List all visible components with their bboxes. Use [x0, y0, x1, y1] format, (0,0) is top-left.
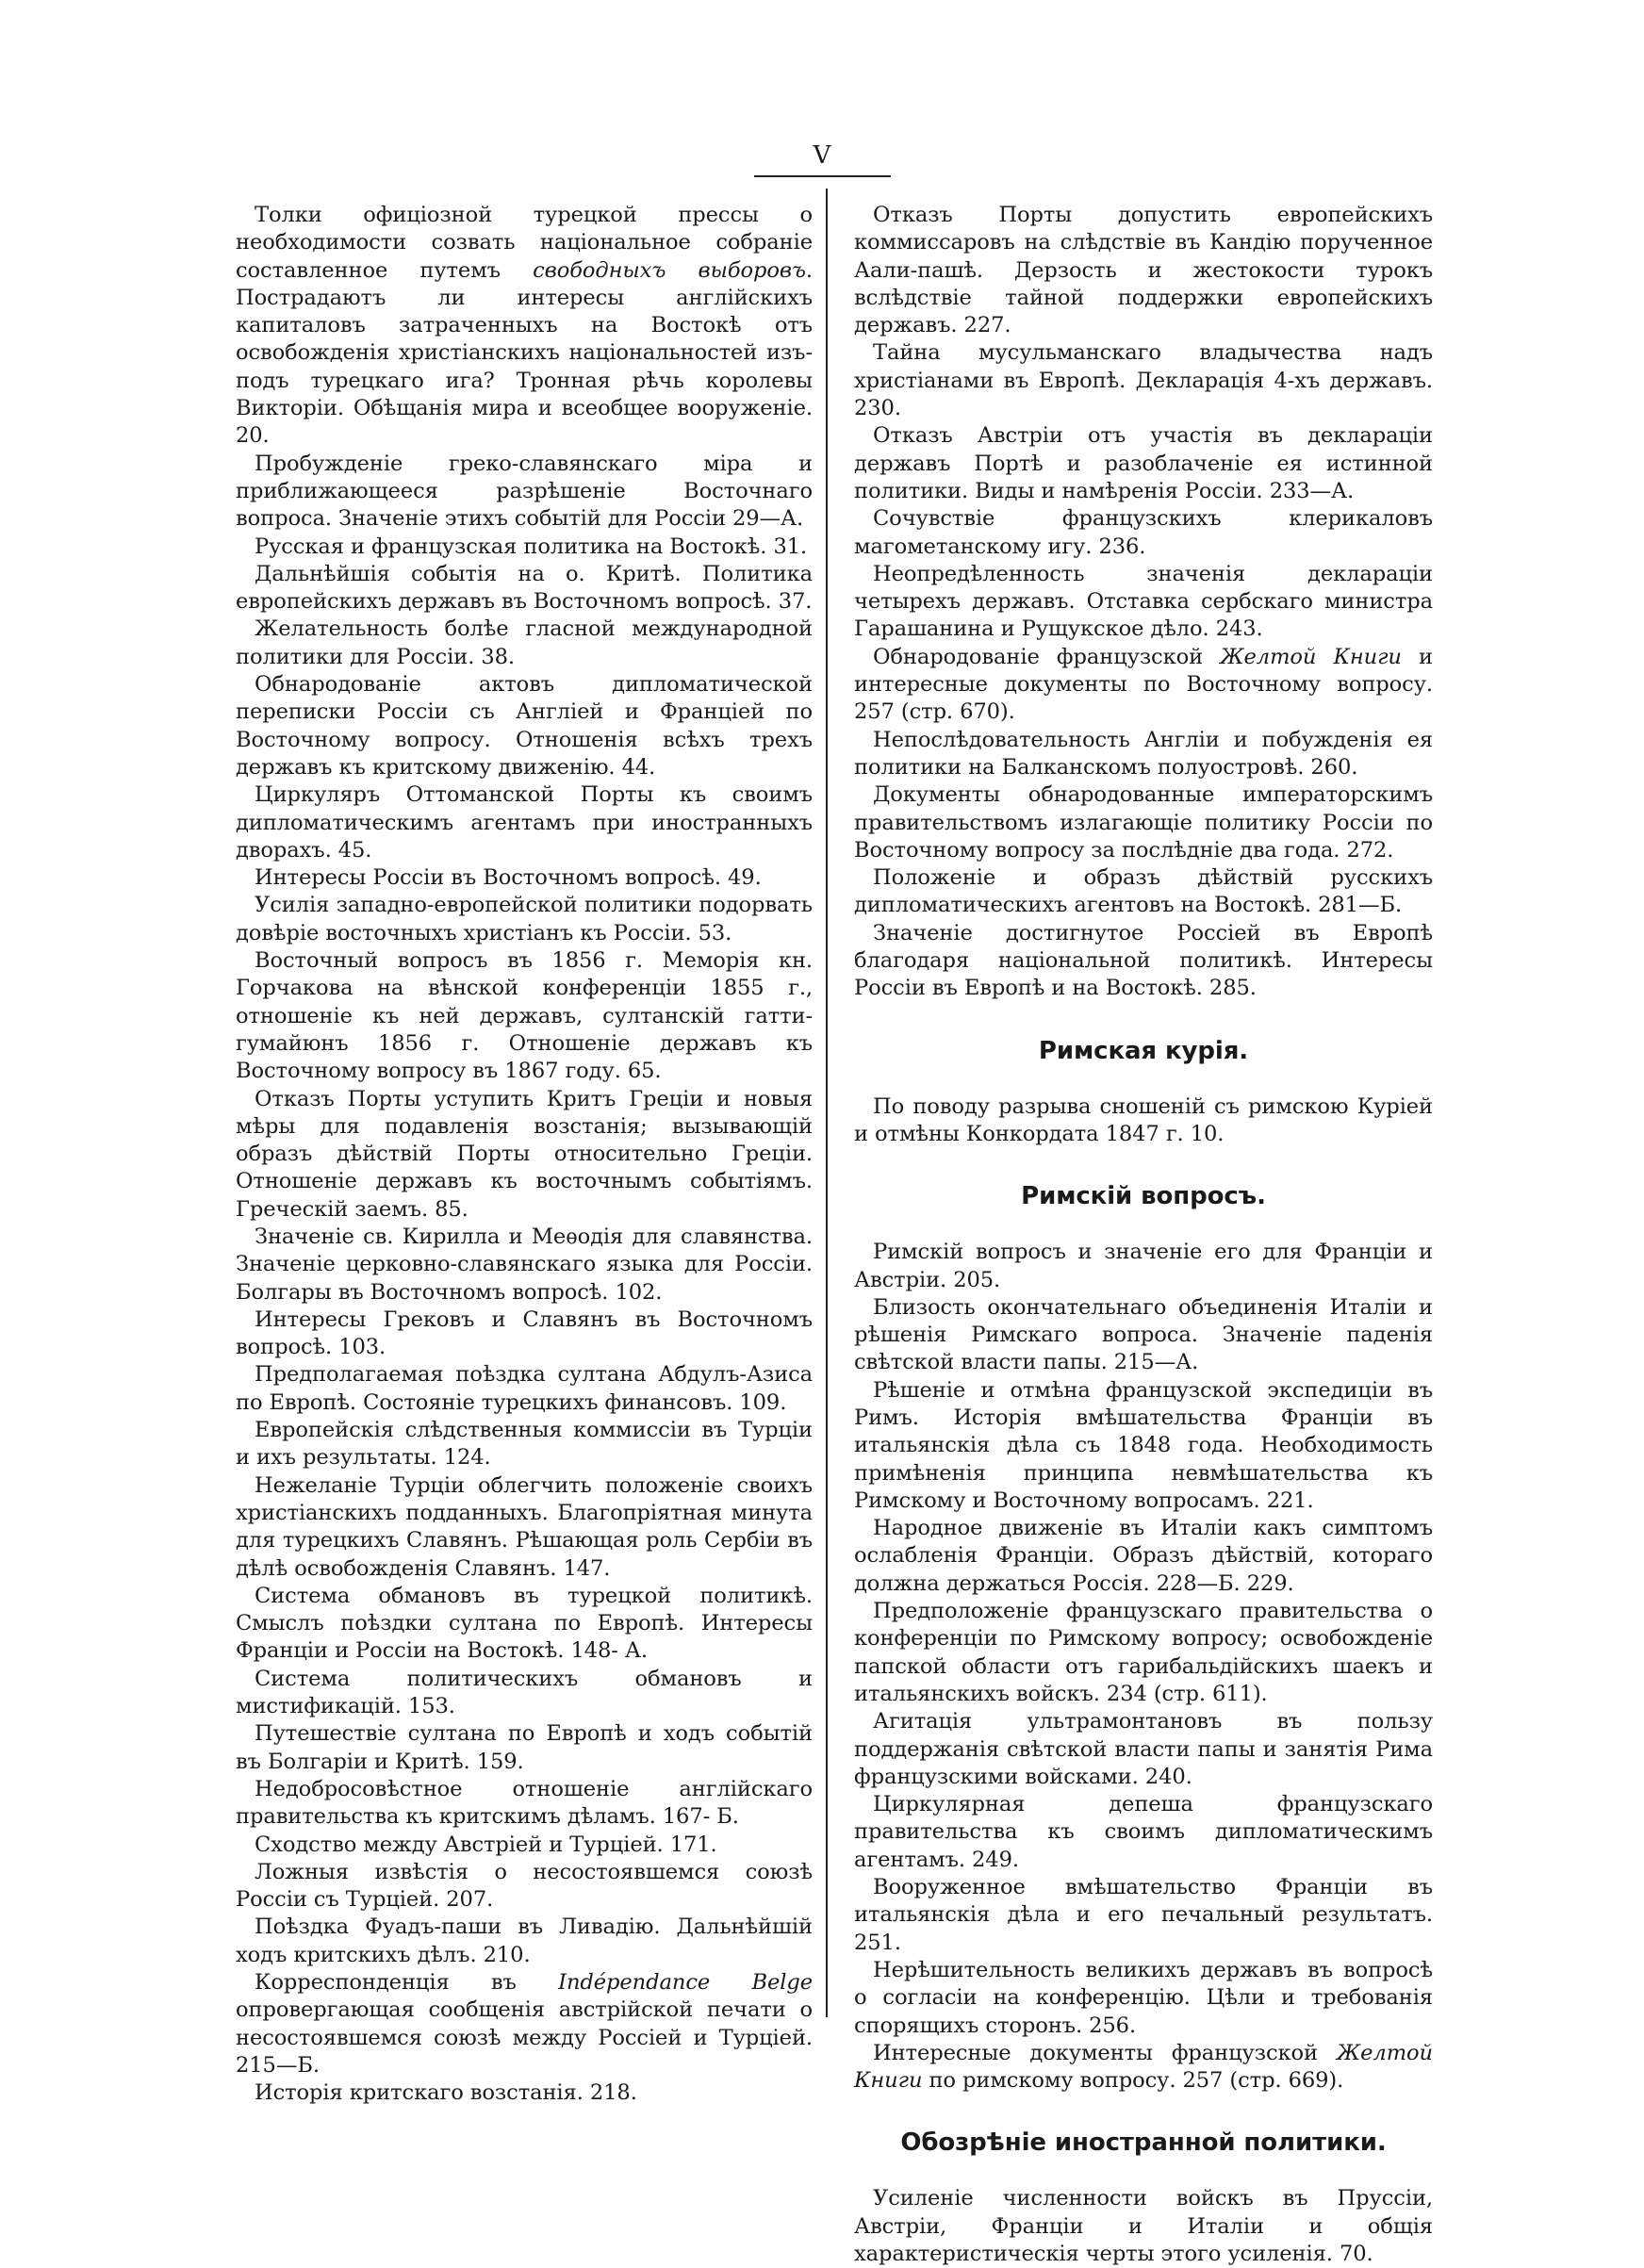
index-entry: Интересы Грековъ и Славянъ въ Восточномъ вопросѣ. 103.	[236, 1307, 813, 1360]
index-entry: Интересные документы французской Желтой Книги по римскому вопросу. 257 (стр. 669).	[854, 2040, 1433, 2094]
roman-question-entries	[854, 1239, 1433, 2095]
index-entry: Дальнѣйшія событія на о. Критѣ. Политика европейскихъ державъ въ Восточномъ вопросѣ. 37.	[236, 561, 813, 615]
right-column	[854, 202, 1433, 2268]
page-number-rule	[754, 175, 891, 177]
index-entry: Неопредѣленность значенія деклараціи четырехъ державъ. Отставка сербскаго министра Гарашанина и Рущукское дѣло. 243.	[854, 561, 1433, 642]
index-entry: Сходство между Австріей и Турціей. 171.	[255, 1832, 717, 1857]
index-entry: Усилія западно-европейской политики подорвать довѣріе восточныхъ христіанъ къ Россіи. 53.	[236, 893, 813, 945]
section-title-curia: Римская курія.	[1038, 1036, 1249, 1065]
index-entry: Народное движеніе въ Италіи какъ симптомъ ослабленія Франціи. Образъ дѣйствій, котораго должна держаться Россія. 228—Б. 229.	[854, 1516, 1433, 1596]
index-entry: Усиленіе численности войскъ въ Пруссіи, Австріи, Франціи и Италіи и общія характеристическія черты этого усиленія. 70.	[854, 2186, 1433, 2266]
index-entry: Восточный вопросъ въ 1856 г. Меморія кн. Горчакова на вѣнской конференціи 1855 г., отношеніе къ ней державъ, султанскій гатти-гумайюнъ 1856 г. Отношеніе державъ къ Восточному вопросу въ 1867 году. 65.	[236, 948, 813, 1084]
italic-title: Желтой Книги	[854, 2040, 1433, 2094]
index-entry: Вооруженное вмѣшательство Франціи въ итальянскія дѣла и его печальный результатъ. 251.	[854, 1875, 1433, 1955]
index-entry: Желательность болѣе гласной международной политики для Россіи. 38.	[236, 616, 813, 669]
index-entry: Циркуляръ Оттоманской Порты къ своимъ дипломатическимъ агентамъ при иностранныхъ дворахъ. 45.	[236, 782, 813, 863]
index-entry: Значеніе достигнутое Россіей въ Европѣ благодаря національной политикѣ. Интересы Россіи въ Европѣ и на Востокѣ. 285.	[854, 920, 1433, 1001]
italic-title: Indépendance Belge	[558, 1970, 813, 1995]
index-entry: Непослѣдовательность Англіи и побужденія ея политики на Балканскомъ полуостровѣ. 260.	[854, 727, 1433, 780]
index-entry: Документы обнародованные императорскимъ правительствомъ излагающіе политику Россіи по Восточному вопросу за послѣдніе два года. 272.	[854, 782, 1433, 863]
index-entry: Агитація ультрамонтановъ въ пользу поддержанія свѣтской власти папы и занятія Рима французскими войсками. 240.	[854, 1709, 1433, 1789]
foreign-policy-entries	[854, 2185, 1433, 2268]
index-entry: Обнародованіе французской Желтой Книги и интересные документы по Восточному вопросу. 257 (стр. 670).	[854, 644, 1433, 725]
index-entry: Тайна мусульманскаго владычества надъ христіанами въ Европѣ. Декларація 4-хъ державъ. 230.	[854, 340, 1433, 421]
index-entry: Предположеніе французскаго правительства о конференціи по Римскому вопросу; освобожденіе папской области отъ гарибальдійскихъ шаекъ и итальянскихъ войскъ. 234 (стр. 611).	[854, 1599, 1433, 1706]
index-entry: Близость окончательнаго объединенія Италіи и рѣшенія Римскаго вопроса. Значеніе паденія свѣтской власти папы. 215—А.	[854, 1294, 1433, 1375]
index-entry: Рѣшеніе и отмѣна французской экспедиціи въ Римъ. Исторія вмѣшательства Франціи въ итальянскія дѣла съ 1848 года. Необходимость примѣненія принципа невмѣшательства къ Римскому и Восточному вопросамъ. 221.	[854, 1377, 1433, 1513]
page-number: V	[813, 141, 831, 170]
index-entry: Русская и французская политика на Востокѣ. 31.	[255, 534, 808, 559]
section-title-foreign-policy: Обозрѣніе иностранной политики.	[900, 2128, 1387, 2158]
curia-entries	[854, 1093, 1433, 1149]
index-entry: Поѣздка Фуадъ-паши въ Ливадію. Дальнѣйшій ходъ критскихъ дѣлъ. 210.	[236, 1915, 813, 1967]
left-entries	[236, 202, 813, 2107]
index-entry: Путешествіе султана по Европѣ и ходъ событій въ Болгаріи и Критѣ. 159.	[236, 1721, 813, 1774]
italic-title: свободныхъ выборовъ	[533, 257, 806, 283]
index-entry: Нерѣшительность великихъ державъ въ вопросѣ о согласіи на конференцію. Цѣли и требованія спорящихъ сторонъ. 256.	[854, 1957, 1433, 2038]
index-entry: Ложныя извѣстія о несостоявшемся союзѣ Россіи съ Турціей. 207.	[236, 1859, 813, 1913]
index-entry: Отказъ Порты уступить Критъ Греціи и новыя мѣры для подавленія возстанія; вызывающій образъ дѣйствій Порты относительно Греціи. Отношеніе державъ къ восточнымъ событіямъ. Греческій заемъ. 85.	[236, 1086, 813, 1222]
italic-title: Желтой Книги	[1220, 644, 1402, 669]
index-entry: Недобросовѣстное отношеніе англійскаго правительства къ критскимъ дѣламъ. 167- Б.	[236, 1776, 813, 1830]
index-entry: Положеніе и образъ дѣйствій русскихъ дипломатическихъ агентовъ на Востокѣ. 281—Б.	[854, 865, 1433, 918]
index-entry: Предполагаемая поѣздка султана Абдулъ-Азиса по Европѣ. Состояніе турецкихъ финансовъ. 109.	[236, 1362, 813, 1415]
column-divider	[826, 189, 828, 2017]
index-entry: Обнародованіе актовъ дипломатической переписки Россіи съ Англіей и Франціей по Восточному вопросу. Отношенія всѣхъ трехъ державъ къ критскому движенію. 44.	[236, 672, 813, 780]
right-entries-top	[854, 202, 1433, 1003]
index-entry: Сочувствіе французскихъ клерикаловъ магометанскому игу. 236.	[854, 506, 1433, 559]
index-entry: Корреспонденція въ Indépendance Belge опровергающая сообщенія австрійской печати о несостоявшемся союзѣ между Россіей и Турціей. 215—Б.	[236, 1970, 813, 2078]
left-column	[236, 202, 813, 2107]
index-entry: Интересы Россіи въ Восточномъ вопросѣ. 49.	[255, 865, 762, 891]
index-entry: Отказъ Австріи отъ участія въ деклараціи державъ Портѣ и разоблаченіе ея истинной политики. Виды и намѣренія Россіи. 233—А.	[854, 423, 1433, 503]
index-entry: Система обмановъ въ турецкой политикѣ. Смыслъ поѣздки султана по Европѣ. Интересы Франціи и Россіи на Востокѣ. 148- А.	[236, 1583, 813, 1664]
index-entry: Система политическихъ обмановъ и мистификацій. 153.	[236, 1666, 813, 1719]
index-entry: Исторія критскаго возстанія. 218.	[255, 2080, 637, 2106]
index-entry: Толки офиціозной турецкой прессы о необходимости созвать національное собраніе составленное путемъ свободныхъ выборовъ. Пострадаютъ ли интересы англійскихъ капиталовъ затраченныхъ на Востокѣ отъ освобожденія христіанскихъ національностей изъ-подъ турецкаго ига? Тронная рѣчь королевы Викторіи. Обѣщанія мира и всеобщее вооруженіе. 20.	[236, 203, 813, 449]
index-entry: Римскій вопросъ и значеніе его для Франціи и Австріи. 205.	[854, 1240, 1433, 1292]
index-entry: Значеніе св. Кирилла и Меѳодія для славянства. Значеніе церковно-славянскаго языка для Россіи. Болгары въ Восточномъ вопросѣ. 102.	[236, 1224, 813, 1305]
index-entry: По поводу разрыва сношеній съ римскою Куріей и отмѣны Конкордата 1847 г. 10.	[854, 1093, 1433, 1146]
index-entry: Европейскія слѣдственныя коммиссіи въ Турціи и ихъ результаты. 124.	[236, 1418, 813, 1471]
index-entry: Нежеланіе Турціи облегчить положеніе своихъ христіанскихъ подданныхъ. Благопріятная минута для турецкихъ Славянъ. Рѣшающая роль Сербіи въ дѣлѣ освобожденія Славянъ. 147.	[236, 1472, 813, 1581]
section-title-roman-question: Римскій вопросъ.	[1021, 1182, 1266, 1211]
index-entry: Циркулярная депеша французскаго правительства къ своимъ дипломатическимъ агентамъ. 249.	[854, 1792, 1433, 1872]
index-entry: Отказъ Порты допустить европейскихъ коммиссаровъ на слѣдствіе въ Кандію порученное Аали-пашѣ. Дерзость и жестокости турокъ вслѣдствіе тайной поддержки европейскихъ державъ. 227.	[854, 203, 1433, 338]
index-entry: Пробужденіе греко-славянскаго міра и приближающееся разрѣшеніе Восточнаго вопроса. Значеніе этихъ событій для Россіи 29—А.	[236, 451, 813, 532]
